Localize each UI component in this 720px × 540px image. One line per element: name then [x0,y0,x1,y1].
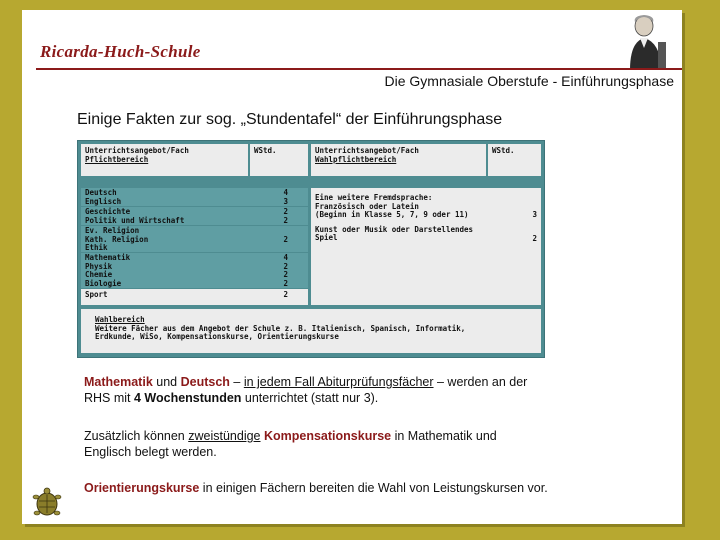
fremdsprache-line2: Französisch oder Latein [315,201,419,211]
right-body-cell [311,188,541,305]
paragraph-orientierung [84,480,644,496]
subject-label: Chemie [85,270,113,280]
subject-label: Ethik [85,243,108,253]
hours-value: 2 [283,290,288,299]
subject-label: Ev. Religion [85,226,140,235]
text-fragment: – werden an der [433,375,528,389]
left-wstd-label: WStd. [254,146,277,155]
text-fragment: Englisch belegt werden. [84,445,217,459]
group-religion [81,226,308,252]
subject-label: Deutsch [85,188,117,197]
subject-label: Mathematik [85,253,131,262]
orientierung-word: Orientierungskurse [84,481,200,495]
mathe-word: Mathematik [84,375,153,389]
left-header-title: Unterrichtsangebot/Fach [85,146,189,155]
subject-label: Kath. Religion [85,234,149,244]
right-wstd-label: WStd. [492,146,515,155]
deutsch-word: Deutsch [180,375,230,389]
wochenstunden-phrase: 4 Wochenstunden [134,391,242,405]
right-header-sub: Wahlpflichtbereich [315,154,397,164]
portrait-icon [622,12,670,70]
subject-label: Sport [85,290,108,299]
school-name: Ricarda-Huch-Schule [40,42,201,61]
kunst-line1: Kunst oder Musik oder Darstellendes [315,224,474,234]
text-fragment: und [152,375,181,389]
wahlbereich-cell [81,309,541,353]
fremdsprache-hours: 3 [532,210,537,219]
hours-value: 2 [283,215,288,225]
hours-value: 2 [283,270,288,280]
stundentafel-table [77,140,545,358]
hours-value: 4 [283,188,288,197]
subject-label: Geschichte [85,207,131,216]
subject-label: Physik [85,261,113,271]
subject-label: Biologie [85,278,122,288]
group-mint [81,253,308,288]
text-fragment: unterrichtet (statt nur 3). [241,391,379,405]
kunst-hours: 2 [532,233,537,243]
abitur-phrase: in jedem Fall Abiturprüfungsfächer [243,375,434,389]
right-wstd-header [488,144,541,176]
wahlbereich-title: Wahlbereich [95,315,145,324]
hours-value: 2 [283,207,288,216]
slide-subtitle: Die Gymnasiale Oberstufe - Einführungsphase [384,73,674,89]
left-header-sub: Pflichtbereich [85,154,149,164]
text-fragment: in einigen Fächern bereiten die Wahl von Leistungskursen vor. [199,481,548,495]
right-header-cell [311,144,486,176]
hours-value: 2 [283,261,288,271]
turtle-icon [30,486,64,520]
paragraph-kompensation [84,428,644,460]
right-header-title: Unterrichtsangebot/Fach [315,146,419,155]
fremdsprache-line1: Eine weitere Fremdsprache: [315,193,433,202]
kunst-line2: Spiel [315,233,338,243]
text-fragment: – [229,375,244,389]
hours-value: 2 [283,278,288,288]
left-header-cell [81,144,248,176]
text-fragment: RHS mit [84,391,134,405]
hours-value: 2 [283,234,288,244]
paragraph-mathe-deutsch [84,374,644,406]
header-rule [36,68,682,70]
group-gesellschaft [81,207,308,225]
text-fragment: in Mathematik und [391,429,497,443]
group-sport [81,289,308,305]
subject-label: Politik und Wirtschaft [85,215,185,225]
slide [22,10,682,524]
group-sprachen [81,188,308,206]
zweistuendige-word: zweistündige [188,429,261,443]
subject-label: Englisch [85,196,122,206]
left-wstd-header [250,144,308,176]
text-fragment: Zusätzlich können [84,429,189,443]
wahlbereich-line1: Weitere Fächer aus dem Angebot der Schule z. B. Italienisch, Spanisch, Informatik, [95,323,466,333]
wahlbereich-line2: Erdkunde, WiSo, Kompensationskurse, Orientierungskurse [95,332,339,342]
hours-value: 4 [283,253,288,262]
slide-heading: Einige Fakten zur sog. „Stundentafel“ der Einführungsphase [77,111,503,128]
kompensation-word: Kompensationskurse [263,429,392,443]
fremdsprache-line3: (Beginn in Klasse 5, 7, 9 oder 11) [315,210,469,220]
hours-value: 3 [283,196,288,206]
